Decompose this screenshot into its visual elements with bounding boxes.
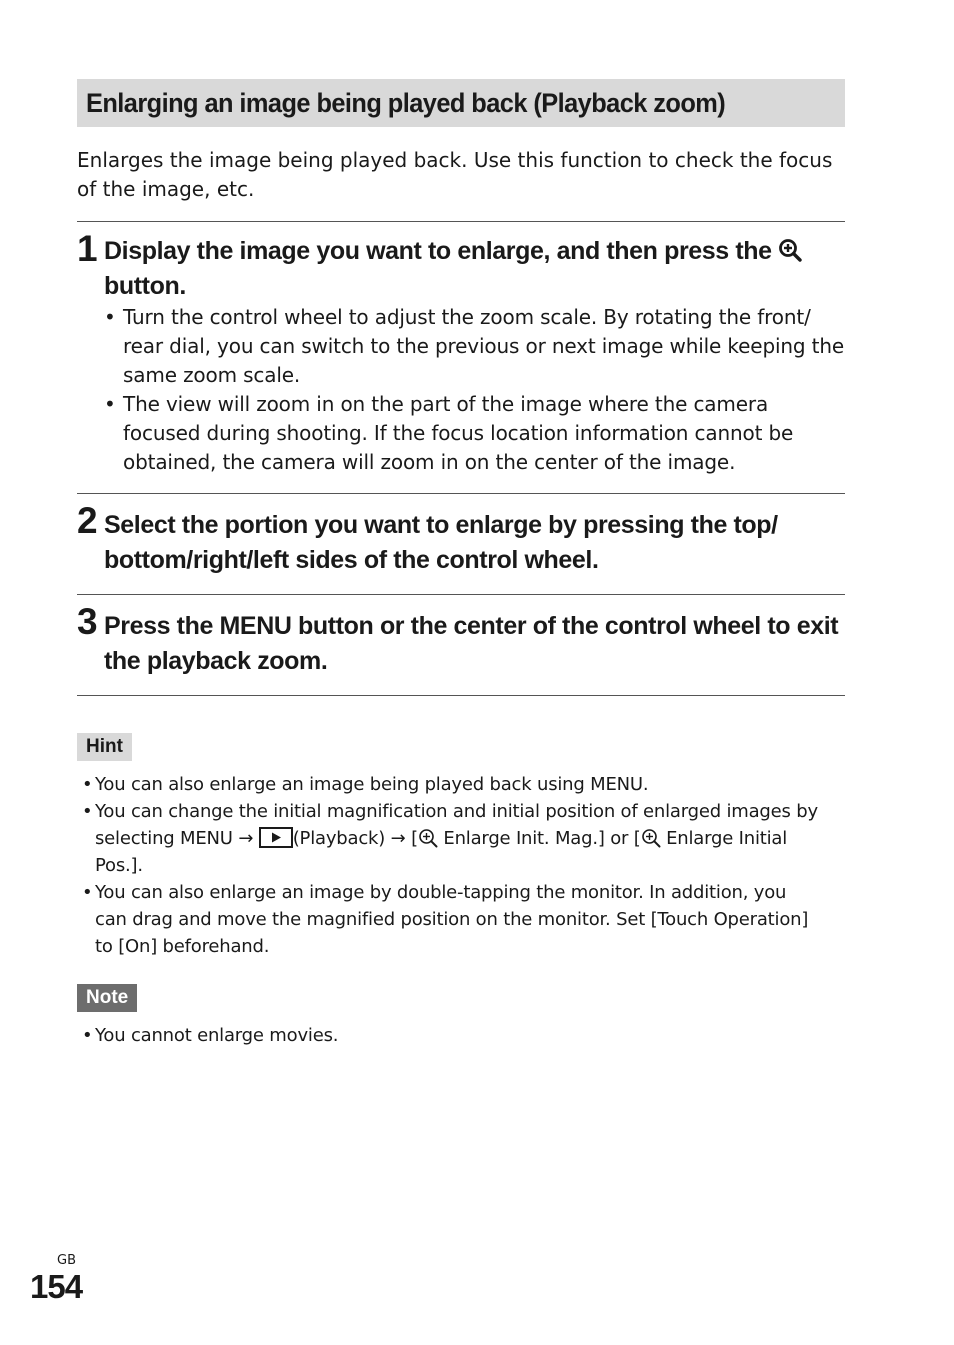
magnify-plus-icon [641, 828, 661, 848]
step-number-2: 2 [77, 500, 98, 541]
divider [77, 493, 845, 494]
step-number-3: 3 [77, 601, 98, 642]
note-list [82, 1022, 822, 1049]
list-item: • You cannot enlarge movies. [82, 1022, 822, 1049]
hint-list [82, 771, 822, 960]
playback-icon [259, 827, 293, 848]
list-item: • The view will zoom in on the part of the image where the camera focused during shooting. If the focus location information cannot be obtained, the camera will zoom in on the center of the image. [104, 390, 846, 477]
zoom-in-icon [778, 238, 802, 262]
page-number: 154 [30, 1268, 83, 1305]
title-bar [77, 79, 845, 127]
hint-label: Hint [77, 733, 132, 761]
step-1-text-after: button. [104, 272, 186, 300]
region-code: GB [57, 1253, 76, 1268]
page-title: Enlarging an image being played back (Playback zoom) [86, 88, 726, 118]
step-1-text-before: Display the image you want to enlarge, and then press the [104, 237, 772, 265]
list-item: • You can change the initial magnification and initial position of enlarged images by selecting MENU → (Playback) → [ Enlarge Init. Mag.] or [ Enlarge Initial Pos.]. [82, 798, 822, 879]
list-item: • Turn the control wheel to adjust the zoom scale. By rotating the front/ rear dial, you can switch to the previous or next image while keeping the same zoom scale. [104, 303, 846, 390]
divider [77, 221, 845, 222]
step-2-text: Select the portion you want to enlarge by pressing the top/ bottom/right/left sides of the control wheel. [104, 511, 778, 574]
step-3-text: Press the MENU button or the center of the control wheel to exit the playback zoom. [104, 612, 839, 675]
step-1-bullets [104, 303, 846, 477]
step-1-text [104, 234, 848, 304]
divider [77, 594, 845, 595]
note-label: Note [77, 984, 137, 1012]
divider [77, 695, 845, 696]
list-item: • You can also enlarge an image by double-tapping the monitor. In addition, you can drag and move the magnified position on the monitor. Set [Touch Operation] to [On] beforehand. [82, 879, 822, 960]
arrow-right-icon: → [238, 828, 254, 849]
list-item: • You can also enlarge an image being played back using MENU. [82, 771, 822, 798]
intro-text: Enlarges the image being played back. Use this function to check the focus of the image, etc. [77, 148, 833, 201]
arrow-right-icon: → [390, 828, 406, 849]
magnify-plus-icon [418, 828, 438, 848]
step-number-1: 1 [77, 228, 98, 269]
